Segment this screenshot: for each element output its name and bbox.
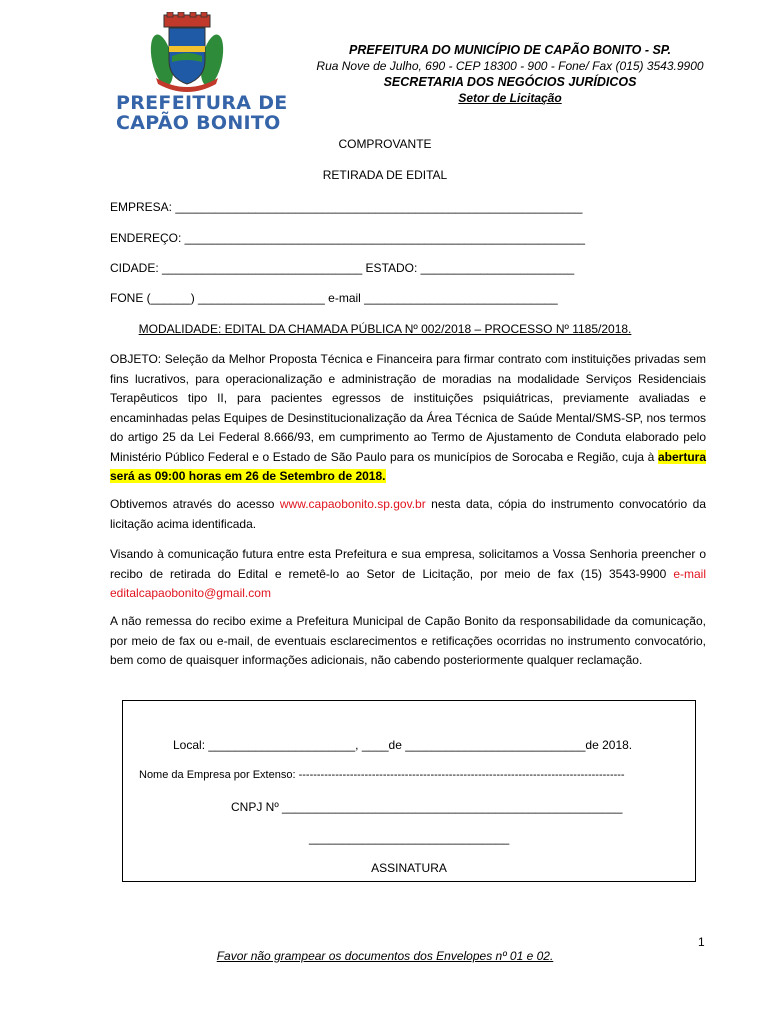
box-local: Local: ______________________, ____de ___________________________de 2018. [173, 738, 633, 752]
field-endereco: ENDEREÇO: ____________________________________________________________ [110, 231, 586, 245]
field-fone-email: FONE (______) ___________________ e-mail _____________________________ [110, 291, 558, 305]
logo-wordmark [116, 93, 288, 133]
box-cnpj: CNPJ Nº ___________________________________________________ [231, 800, 623, 814]
doc-title-retirada: RETIRADA DE EDITAL [322, 168, 448, 182]
receipt-box [122, 700, 696, 882]
coat-of-arms-icon [112, 12, 262, 92]
website-link[interactable]: www.capaobonito.sp.gov.br [279, 497, 426, 511]
paragraph-obtivemos [110, 495, 706, 534]
objeto-highlight: abertura será as 09:00 horas em 26 de Setembro de 2018. [110, 449, 706, 483]
obtivemos-text-end: nesta data, cópia do instrumento convocatório da licitação acima identificada. [110, 497, 706, 531]
box-signature-line: ______________________________ [309, 831, 510, 845]
header-sector: Setor de Licitação [458, 91, 562, 105]
objeto-text: OBJETO: Seleção da Melhor Proposta Técnica e Financeira para firmar contrato com instituições privadas sem fins lucrativos, para operacionalização e administração de moradias na modalidade Serviços Residenciais Terapêuticos tipo II, para pacientes egressos de instituições psiquiátricas, previamente avaliadas e encaminhadas pelas Equipes de Desinstitucionalização da Área Técnica de Saúde Mental/SMS-SP, nos termos do artigo 25 da Lei Federal 8.666/93, em cumprimento ao Termo de Ajustamento de Conduta elaborado pelo Ministério Público Federal e o Estado de São Paulo para os municípios de Sorocaba e Região, cuja à [110, 352, 706, 464]
logo-line-2: CAPÃO BONITO [116, 112, 281, 134]
header-address: Rua Nove de Julho, 690 - CEP 18300 - 900 - Fone/ Fax (015) 3543.9900 [316, 59, 704, 73]
paragraph-objeto [110, 350, 706, 487]
field-empresa: EMPRESA: _____________________________________________________________ [110, 200, 583, 214]
modalidade-line: MODALIDADE: EDITAL DA CHAMADA PÚBLICA Nº 002/2018 – PROCESSO Nº 1185/2018. [138, 322, 632, 336]
email-link[interactable]: e-mail editalcapaobonito@gmail.com [110, 566, 706, 600]
logo-line-1: PREFEITURA DE [116, 92, 288, 114]
visando-text: Visando à comunicação futura entre esta Prefeitura e sua empresa, solicitamos a Vossa Senhoria preencher o recibo de retirada do Edital e remetê-lo ao Setor de Licitação, por meio de fax (15) 3543-9900 [110, 547, 706, 581]
obtivemos-text: Obtivemos através do acesso [110, 497, 280, 511]
page-number: 1 [698, 935, 705, 949]
footer-note: Favor não grampear os documentos dos Envelopes nº 01 e 02. [216, 949, 554, 963]
box-assinatura: ASSINATURA [371, 861, 447, 875]
header-title: PREFEITURA DO MUNICÍPIO DE CAPÃO BONITO - SP. [348, 43, 672, 57]
box-nome-empresa: Nome da Empresa por Extenso: ----------------------------------------------------------------------------------------- [139, 769, 625, 781]
doc-title-comprovante: COMPROVANTE [338, 137, 432, 151]
field-cidade-estado: CIDADE: ______________________________ ESTADO: _______________________ [110, 261, 575, 275]
header-department: SECRETARIA DOS NEGÓCIOS JURÍDICOS [383, 75, 637, 89]
paragraph-nao-remessa: A não remessa do recibo exime a Prefeitura Municipal de Capão Bonito da responsabilidade da comunicação, por meio de fax ou e-mail, de eventuais esclarecimentos e retificações ocorridas no instrumento convocatório, bem como de quaisquer informações adicionais, não cabendo posteriormente qualquer reclamação. [110, 614, 706, 667]
paragraph-visando [110, 545, 706, 604]
